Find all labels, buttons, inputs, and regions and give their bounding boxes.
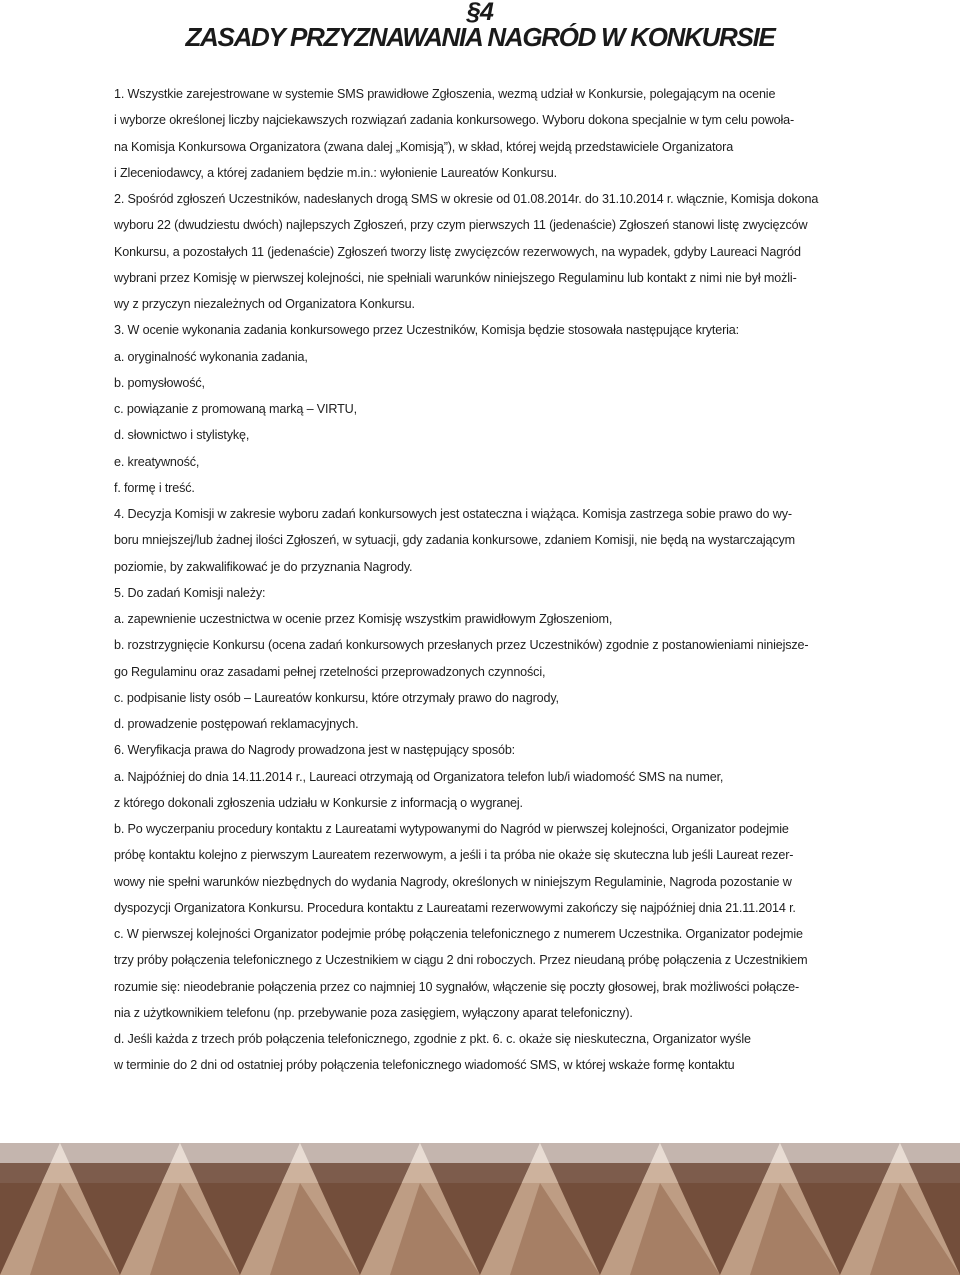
text-line: 6. Weryfikacja prawa do Nagrody prowadzona jest w następujący sposób: <box>114 743 516 758</box>
text-line: i wyborze określonej liczby najciekawszych rozwiązań zadania konkursowego. Wyboru dokona specjalnie w tym celu powoła- <box>114 113 795 128</box>
text-line: a. oryginalność wykonania zadania, <box>114 349 308 364</box>
text-line: b. Po wyczerpaniu procedury kontaktu z Laureatami wytypowanymi do Nagród w pierwszej kolejności, Organizator podejmie <box>114 822 789 836</box>
text-line: próbę kontaktu kolejno z pierwszym Laureatem rezerwowym, a jeśli i ta próba nie okaże się skuteczna lub jeśli Laureat rezer- <box>114 848 794 863</box>
text-line: 1. Wszystkie zarejestrowane w systemie SMS prawidłowe Zgłoszenia, wezmą udział w Konkursie, polegającym na ocenie <box>114 87 776 101</box>
text-line: f. formę i treść. <box>114 480 195 495</box>
text-line: 3. W ocenie wykonania zadania konkursowego przez Uczestników, Komisja będzie stosowała następujące kryteria: <box>114 323 740 338</box>
text-line: 2. Spośród zgłoszeń Uczestników, nadesłanych drogą SMS w okresie od 01.08.2014r. do 31.10.2014 r. włącznie, Komisja dokona <box>114 192 819 206</box>
text-line: wy z przyczyn niezależnych od Organizatora Konkursu. <box>114 297 415 311</box>
text-line: z którego dokonali zgłoszenia udziału w Konkursie z informacją o wygranej. <box>114 795 523 810</box>
section-number: §4 <box>466 0 494 26</box>
text-line: b. pomysłowość, <box>114 375 205 390</box>
text-line: wyboru 22 (dwudziestu dwóch) najlepszych Zgłoszeń, przy czym pierwszych 11 (jedenaście) Zgłoszeń stanowi listę zwycięzców <box>114 218 808 233</box>
text-line: na Komisja Konkursowa Organizatora (zwana dalej „Komisją”), w skład, której wejdą przedstawiciele Organizatora <box>114 139 734 154</box>
text-line: poziomie, by zakwalifikować je do przyznania Nagrody. <box>114 559 413 574</box>
text-line: wybrani przez Komisję w pierwszej kolejności, nie spełniali warunków niniejszego Regulaminu lub kontakt z nimi nie był możli- <box>114 270 797 285</box>
footer-pattern <box>0 1143 960 1275</box>
text-line: boru mniejszej/lub żadnej ilości Zgłoszeń, w sytuacji, gdy zadania konkursowe, zdaniem Komisji, nie będą na wystarczającym <box>114 533 795 548</box>
text-line: trzy próby połączenia telefonicznego z Uczestnikiem w ciągu 2 dni roboczych. Przez nieudaną próbę połączenia z Uczestnikiem <box>114 953 808 968</box>
section-title: ZASADY PRZYZNAWANIA NAGRÓD W KONKURSIE <box>185 22 775 52</box>
text-line: nia z użytkownikiem telefonu (np. przebywanie poza zasięgiem, wyłączony aparat telefoniczny). <box>114 1005 633 1020</box>
text-line: b. rozstrzygnięcie Konkursu (ocena zadań konkursowych przesłanych przez Uczestników) zgodnie z postanowieniami niniejsze- <box>114 638 809 653</box>
text-line: d. Jeśli każda z trzech prób połączenia telefonicznego, zgodnie z pkt. 6. c. okaże się nieskuteczna, Organizator wyśle <box>114 1032 751 1046</box>
text-line: Konkursu, a pozostałych 11 (jedenaście) Zgłoszeń tworzy listę zwycięzców rezerwowych, na wypadek, gdyby Laureaci Nagród <box>114 244 801 259</box>
text-line: wowy nie spełni warunków niezbędnych do wydania Nagrody, określonych w niniejszym Regulaminie, Nagroda pozostanie w <box>114 874 792 889</box>
rules-body <box>114 81 854 1079</box>
text-line: dyspozycji Organizatora Konkursu. Procedura kontaktu z Laureatami rezerwowymi zakończy się najpóźniej dnia 21.11.2014 r. <box>114 900 796 915</box>
text-line: d. słownictwo i stylistykę, <box>114 428 250 443</box>
text-line: c. powiązanie z promowaną marką – VIRTU, <box>114 402 357 416</box>
text-line: w terminie do 2 dni od ostatniej próby połączenia telefonicznego wiadomość SMS, w której wskaże formę kontaktu <box>114 1058 735 1073</box>
text-line: go Regulaminu oraz zasadami pełnej rzetelności przeprowadzonych czynności, <box>114 664 546 679</box>
text-line: a. zapewnienie uczestnictwa w ocenie przez Komisję wszystkim prawidłowym Zgłoszeniom, <box>114 612 613 626</box>
text-line: i Zleceniodawcy, a której zadaniem będzie m.in.: wyłonienie Laureatów Konkursu. <box>114 165 557 180</box>
text-line: a. Najpóźniej do dnia 14.11.2014 r., Laureaci otrzymają od Organizatora telefon lub/i wiadomość SMS na numer, <box>114 769 724 784</box>
text-line: c. podpisanie listy osób – Laureatów konkursu, które otrzymały prawo do nagrody, <box>114 690 559 705</box>
text-line: d. prowadzenie postępowań reklamacyjnych. <box>114 717 359 731</box>
text-line: e. kreatywność, <box>114 454 200 469</box>
text-line: rozumie się: nieodebranie połączenia przez co najmniej 10 sygnałów, włączenie się poczty głosowej, brak możliwości połącze- <box>114 979 800 994</box>
text-line: 4. Decyzja Komisji w zakresie wyboru zadań konkursowych jest ostateczna i wiążąca. Komisja zastrzega sobie prawo do wy- <box>114 507 792 521</box>
text-line: c. W pierwszej kolejności Organizator podejmie próbę połączenia telefonicznego z numerem Uczestnika. Organizator podejmie <box>114 927 803 941</box>
decorative-footer-band <box>0 1143 960 1275</box>
text-line: 5. Do zadań Komisji należy: <box>114 585 266 600</box>
